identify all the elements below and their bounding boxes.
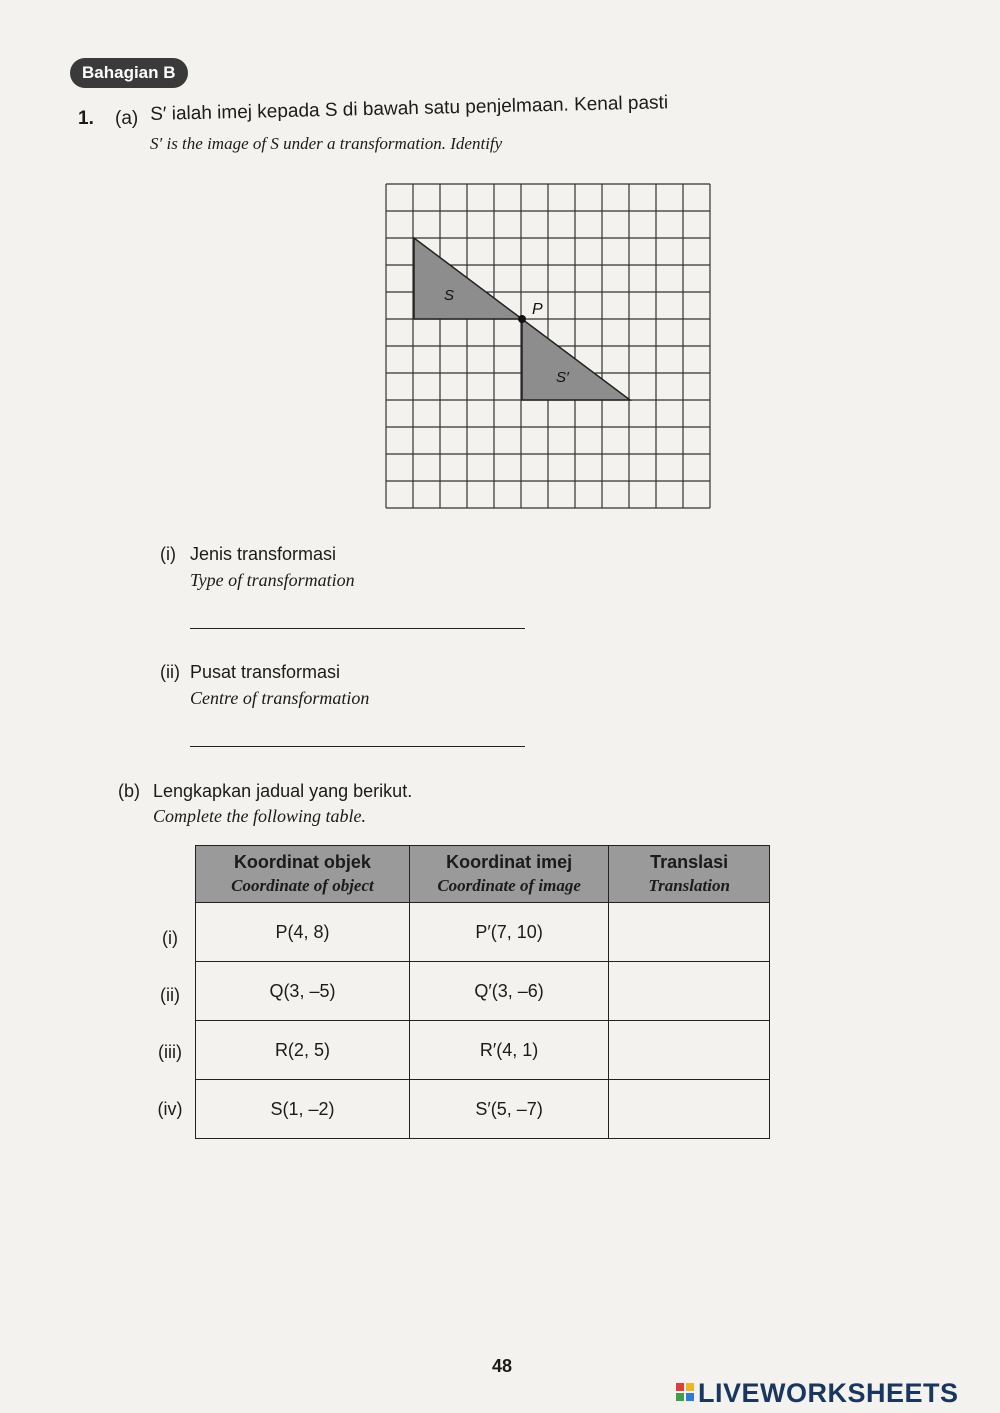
row-label-i: (i) (162, 928, 178, 948)
image-coordinate: P′(7, 10) (409, 903, 608, 962)
translation-answer-cell[interactable] (609, 1021, 770, 1080)
part-b-text: Lengkapkan jadual yang berikut. (153, 781, 413, 801)
object-triangle-s (414, 238, 522, 319)
translation-answer-cell[interactable] (609, 903, 770, 962)
point-p (518, 315, 526, 323)
header-image-en: Coordinate of image (437, 876, 581, 895)
table-row (196, 962, 770, 1021)
liveworksheets-logo-icon (676, 1383, 694, 1401)
header-object (196, 846, 410, 903)
part-b-text-en: Complete the following table. (153, 806, 366, 826)
page-number: 48 (492, 1356, 513, 1376)
subquestion-ii-text: Pusat transformasi (190, 662, 341, 682)
question-prompt-malay: S′ ialah imej kepada S di bawah satu penjelmaan. Kenal pasti (150, 92, 669, 125)
label-p: P (532, 301, 543, 318)
table-header-row (196, 846, 770, 903)
header-translation-en: Translation (648, 876, 730, 895)
object-coordinate: P(4, 8) (196, 903, 410, 962)
label-s: S (444, 287, 455, 304)
table-row (196, 903, 770, 962)
image-coordinate: S′(5, –7) (409, 1080, 608, 1139)
image-coordinate: Q′(3, –6) (409, 962, 608, 1021)
question-part-a: (a) (115, 108, 139, 129)
subquestion-ii-text-en: Centre of transformation (190, 688, 370, 708)
subquestion-ii-number: (ii) (160, 662, 180, 682)
row-label-iii: (iii) (158, 1042, 182, 1062)
question-number: 1. (78, 108, 94, 129)
object-coordinate: S(1, –2) (196, 1080, 410, 1139)
object-coordinate: R(2, 5) (196, 1021, 410, 1080)
part-b-number: (b) (118, 781, 140, 801)
table-row (196, 1021, 770, 1080)
row-label-ii: (ii) (160, 985, 180, 1005)
header-image-ms: Koordinat imej (446, 852, 573, 872)
label-s-prime: S′ (556, 369, 569, 386)
row-label-iv: (iv) (157, 1099, 183, 1119)
header-translation-ms: Translasi (650, 852, 729, 872)
header-image (409, 846, 608, 903)
header-translation (609, 846, 770, 903)
answer-line-type[interactable] (190, 628, 525, 629)
question-prompt-english: S′ is the image of S under a transformation. Identify (150, 134, 503, 153)
subquestion-i-text: Jenis transformasi (190, 544, 337, 564)
grid-svg (382, 168, 722, 518)
translation-answer-cell[interactable] (609, 962, 770, 1021)
image-triangle-s-prime (522, 319, 630, 400)
coordinate-table (195, 845, 770, 1139)
transformation-diagram (382, 168, 722, 523)
header-object-en: Coordinate of object (231, 876, 374, 895)
image-coordinate: R′(4, 1) (409, 1021, 608, 1080)
answer-line-centre[interactable] (190, 746, 525, 747)
translation-answer-cell[interactable] (609, 1080, 770, 1139)
subquestion-i-text-en: Type of transformation (190, 570, 355, 590)
object-coordinate: Q(3, –5) (196, 962, 410, 1021)
section-badge: Bahagian B (70, 58, 188, 88)
brand-logo-text[interactable]: LIVEWORKSHEETS (698, 1378, 959, 1408)
subquestion-i-number: (i) (160, 544, 176, 564)
table-row (196, 1080, 770, 1139)
header-object-ms: Koordinat objek (233, 852, 371, 872)
